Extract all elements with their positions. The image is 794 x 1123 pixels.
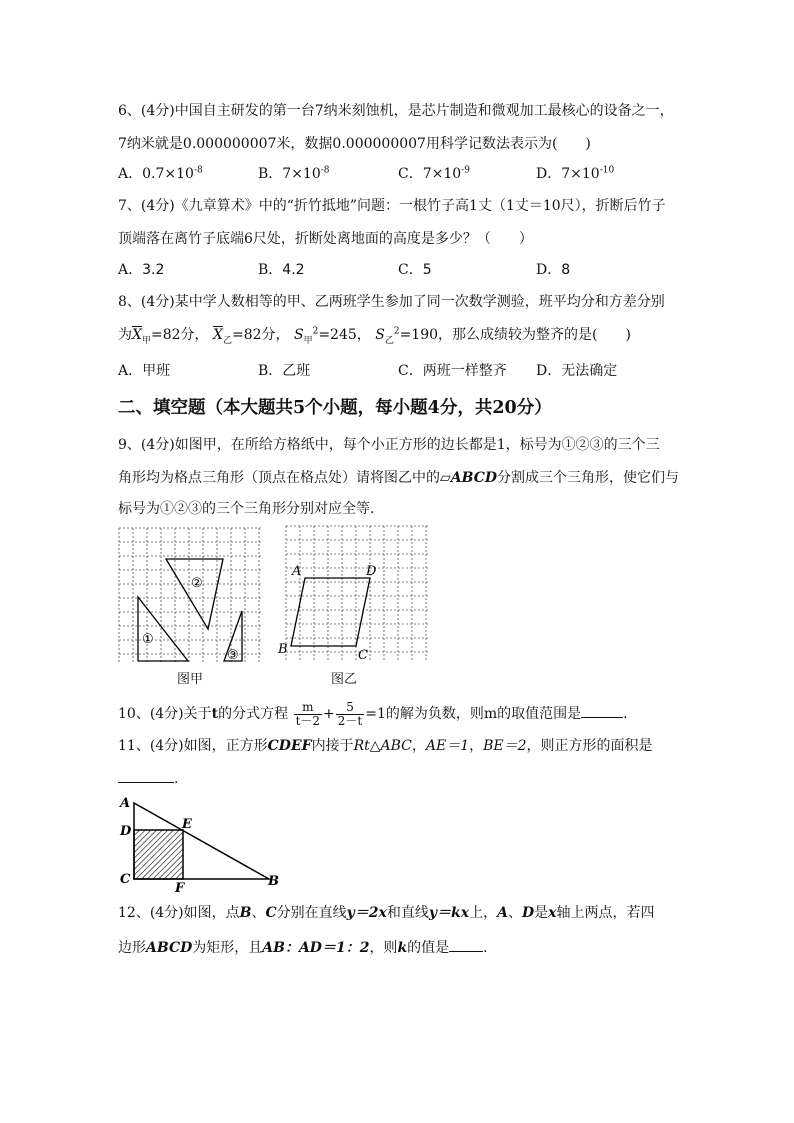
section-heading-fill-in: 二、填空题（本大题共5个小题，每小题4分，共20分） [118, 398, 552, 418]
label-1: ① [142, 632, 154, 647]
q9-caption-yi: 图乙 [331, 672, 358, 687]
point-e: E [182, 817, 192, 832]
q8-option-d[interactable]: D．无法确定 [536, 363, 618, 379]
q11-line1: 11、(4分)如图，正方形CDEF内接于Rt△ABC，AE＝1，BE＝2，则正方形的面积是 [118, 738, 653, 754]
q8-option-a[interactable]: A．甲班 [118, 363, 171, 379]
q8-option-c[interactable]: C．两班一样整齐 [398, 363, 507, 379]
q8-s-jia: S [293, 327, 304, 343]
point-c: C [120, 872, 131, 887]
point-a: A [120, 796, 131, 811]
q7-option-a[interactable]: A．3.2 [118, 262, 165, 278]
vertex-c: C [358, 648, 368, 663]
q9-line1: 9、(4分)如图甲，在所给方格纸中，每个小正方形的边长都是1，标号为①②③的三个三 [118, 437, 660, 453]
q8-xbar-jia: $\overline{X}$ [132, 327, 142, 343]
point-b: B [268, 874, 279, 889]
vertex-d: D [366, 564, 377, 579]
q9-figure-yi [276, 520, 436, 666]
q6-line2: 7纳米就是0.000000007米，数据0.000000007用科学记数法表示为( ) [118, 136, 591, 152]
q9-caption-jia: 图甲 [177, 672, 204, 687]
q8-option-b[interactable]: B．乙班 [258, 363, 311, 379]
q6-option-b[interactable]: B．$7\times 10^{-8}$ [258, 165, 330, 182]
q9-line2: 角形均为格点三角形（顶点在格点处）请将图乙中的▱ABCD分割成三个三角形，使它们与 [118, 470, 680, 486]
q8-line1: 8、(4分)某中学人数相等的甲、乙两班学生参加了同一次数学测验，班平均分和方差分别 [118, 294, 665, 310]
q6-option-d[interactable]: D．$7\times 10^{-10}$ [536, 165, 615, 182]
q7-option-d[interactable]: D．8 [536, 262, 571, 278]
parallelogram-abcd [291, 578, 370, 646]
q6-line1: 6、(4分)中国自主研发的第一台7纳米刻蚀机，是芯片制造和微观加工最核心的设备之一， [118, 103, 674, 119]
vertex-a: A [292, 564, 302, 579]
q8-line2: 为$\overline{X}_甲=82$分， $\overline{X}_乙=82$分， $S_甲^2=245$， $S_乙^2=190$，那么成绩较为整齐的是( ) [118, 326, 631, 346]
q12-line1: 12、(4分)如图，点B、C分别在直线y＝2x和直线y＝kx上，A、D是x轴上两点，若四 [118, 905, 655, 921]
triangle-2 [166, 559, 223, 629]
point-d: D [120, 824, 132, 839]
q8-xbar-yi: $\overline{X}$ [212, 327, 223, 343]
vertex-b: B [278, 642, 288, 657]
q9-line3: 标号为①②③的三个三角形分别对应全等. [118, 501, 375, 517]
q11-line2: . [118, 768, 178, 789]
q10-answer-blank[interactable] [581, 703, 623, 718]
q7-line2: 顶端落在离竹子底端6尺处，折断处离地面的高度是多少？（ ） [118, 231, 533, 247]
grid-lines [286, 526, 430, 662]
label-3: ③ [227, 648, 239, 663]
square-cdef [134, 830, 183, 879]
q6-option-a[interactable]: A．$0.7\times 10^{-8}$ [118, 165, 203, 182]
q10-fraction-1: $\frac{m}{t-2}$ [295, 699, 321, 728]
q12-line2: 边形ABCD为矩形，且AB：AD＝1：2，则k的值是 . [118, 937, 488, 958]
q6-option-c[interactable]: C．$7\times 10^{-9}$ [398, 165, 470, 182]
q11-answer-blank[interactable] [118, 768, 174, 783]
q9-figure-jia [118, 527, 264, 667]
q7-line1: 7、(4分)《九章算术》中的“折竹抵地”问题：一根竹子高1丈（1丈＝10尺），折断后竹子 [118, 198, 666, 214]
q12-answer-blank[interactable] [449, 937, 483, 952]
q7-option-c[interactable]: C．5 [398, 262, 432, 278]
label-2: ② [191, 576, 203, 591]
triangle-1 [138, 597, 188, 661]
q8-s-yi: S [375, 327, 385, 343]
q10-line: 10、(4分)关于t的分式方程 $\frac{m}{t-2}$ + $\frac{5}{2-t}$ =1的解为负数，则m的取值范围是 . [118, 699, 628, 728]
q10-fraction-2: $\frac{5}{2-t}$ [337, 699, 363, 728]
q7-option-b[interactable]: B．4.2 [258, 262, 305, 278]
point-f: F [175, 881, 185, 893]
q11-figure [114, 793, 284, 893]
